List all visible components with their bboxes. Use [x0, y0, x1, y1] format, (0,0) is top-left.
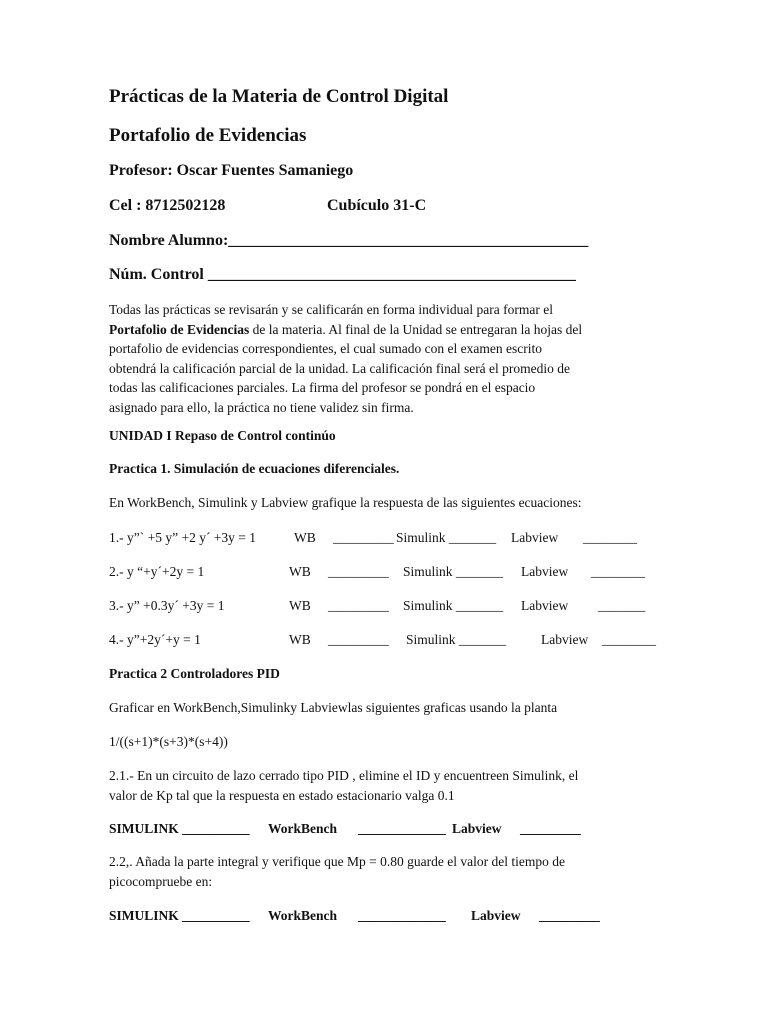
labview-blank-2: ________ [591, 564, 645, 579]
unit-heading: UNIDAD I Repaso de Control continúo [109, 428, 336, 443]
intro-paragraph [109, 300, 669, 418]
equation-4: 4.- y”+2y´+y = 1 [109, 632, 201, 647]
simulink-blank-1: Simulink _______ [396, 530, 497, 545]
simulink-blank-2: Simulink _______ [403, 564, 504, 579]
office-line: Cubículo 31-C [327, 197, 427, 214]
intro-line: portafolio de evidencias correspondientes, el cual sumado con el examen escrito [109, 341, 542, 357]
wb-label-1: WB [294, 530, 316, 545]
document-subtitle: Portafolio de Evidencias [109, 125, 307, 146]
intro-line: asignado para ello, la práctica no tiene validez sin firma. [109, 399, 414, 415]
labview-blank-4: ________ [602, 632, 656, 647]
equation-3: 3.- y” +0.3y´ +3y = 1 [109, 598, 225, 613]
wb-blank-4: _________ [328, 632, 389, 647]
labview-label-1: Labview [511, 530, 559, 545]
labview-label-3: Labview [521, 598, 569, 613]
professor-line: Profesor: Oscar Fuentes Samaniego [109, 162, 354, 179]
wb-blank-1: _________ [333, 530, 394, 545]
labview-answer-label-1: Labview [452, 821, 502, 836]
labview-answer-blank-2: _________ [539, 908, 600, 923]
wb-blank-2: _________ [328, 564, 389, 579]
document-title: Prácticas de la Materia de Control Digital [109, 86, 449, 107]
question-2-1-line-2: valor de Kp tal que la respuesta en estado estacionario valga 0.1 [109, 788, 455, 803]
labview-answer-blank-1: _________ [520, 821, 581, 836]
simulink-answer-1: SIMULINK __________ [109, 821, 250, 836]
equation-1: 1.- y”` +5 y” +2 y´ +3y = 1 [109, 530, 257, 545]
practice-1-title: Practica 1. Simulación de ecuaciones diferenciales. [109, 461, 400, 476]
workbench-blank-2: _____________ [358, 908, 446, 923]
intro-line: todas las calificaciones parciales. La firma del profesor se pondrá en el espacio [109, 380, 536, 396]
practice-2-title: Practica 2 Controladores PID [109, 666, 280, 681]
control-number-field: Núm. Control ______________________________________________ [109, 266, 576, 283]
labview-label-2: Labview [521, 564, 569, 579]
intro-line: Todas las prácticas se revisarán y se calificarán en forma individual para formar el [109, 302, 553, 317]
labview-blank-3: _______ [598, 598, 646, 613]
question-2-2-line-1: 2.2,. Añada la parte integral y verifique que Mp = 0.80 guarde el valor del tiempo de [109, 854, 565, 869]
intro-emphasis: Portafolio de Evidencias [109, 321, 250, 337]
labview-answer-label-2: Labview [471, 908, 521, 923]
workbench-blank-1: _____________ [358, 821, 446, 836]
phone-line: Cel : 8712502128 [109, 197, 226, 214]
question-2-2-line-2: picocompruebe en: [109, 874, 213, 889]
wb-label-4: WB [289, 632, 311, 647]
labview-blank-1: ________ [583, 530, 637, 545]
workbench-label-1: WorkBench [268, 821, 338, 836]
workbench-label-2: WorkBench [268, 908, 338, 923]
question-2-1-line-1: 2.1.- En un circuito de lazo cerrado tipo PID , elimine el ID y encuentreen Simulink, el [109, 768, 579, 783]
simulink-blank-3: Simulink _______ [403, 598, 504, 613]
student-name-field: Nombre Alumno:_____________________________________________ [109, 232, 589, 249]
wb-blank-3: _________ [328, 598, 389, 613]
labview-label-4: Labview [541, 632, 589, 647]
intro-line: obtendrá la calificación parcial de la unidad. La calificación final será el promedio de [109, 360, 571, 376]
simulink-answer-2: SIMULINK __________ [109, 908, 250, 923]
practice-2-instructions: Graficar en WorkBench,Simulinky Labviewlas siguientes graficas usando la planta [109, 700, 558, 715]
intro-line [109, 320, 669, 340]
intro-line-rest: de la materia. Al final de la Unidad se entregaran la hojas del [249, 321, 583, 337]
simulink-blank-4: Simulink _______ [406, 632, 507, 647]
wb-label-2: WB [289, 564, 311, 579]
equation-2: 2.- y “+y´+2y = 1 [109, 564, 205, 579]
practice-1-instructions: En WorkBench, Simulink y Labview grafique la respuesta de las siguientes ecuaciones: [109, 495, 582, 510]
plant-transfer-function: 1/((s+1)*(s+3)*(s+4)) [109, 734, 228, 749]
wb-label-3: WB [289, 598, 311, 613]
